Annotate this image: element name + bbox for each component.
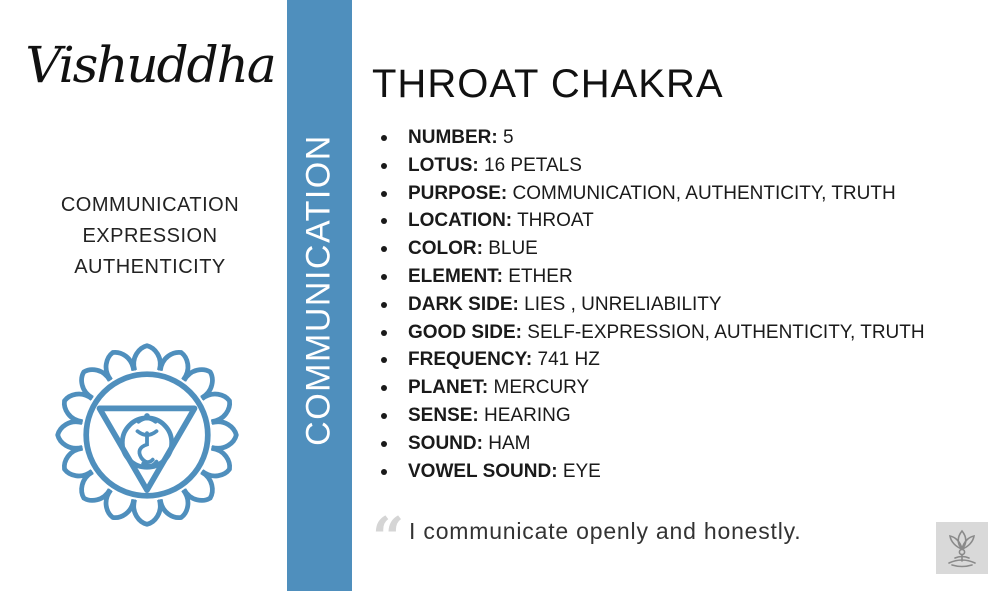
fact-value: COMMUNICATION, AUTHENTICITY, TRUTH [512, 182, 896, 204]
fact-value: HAM [488, 432, 531, 454]
fact-value: ETHER [508, 265, 573, 287]
meditation-lotus-logo-icon [936, 522, 988, 574]
list-item [408, 152, 946, 180]
fact-value: EYE [562, 460, 601, 482]
fact-value: 16 PETALS [484, 154, 582, 176]
fact-label: FREQUENCY: [408, 349, 533, 371]
list-item [408, 263, 946, 291]
fact-label: LOCATION: [408, 210, 513, 232]
lotus-petal [134, 500, 161, 525]
fact-label: PURPOSE: [408, 182, 508, 204]
list-item [408, 458, 946, 486]
fact-value: SELF-EXPRESSION, AUTHENTICITY, TRUTH [527, 321, 925, 343]
keyword: COMMUNICATION [60, 194, 240, 216]
fact-label: DARK SIDE: [408, 293, 519, 315]
sanskrit-title: Vishuddha [25, 36, 275, 94]
band-label: COMMUNICATION [299, 134, 338, 446]
list-item [408, 291, 946, 319]
fact-label: LOTUS: [408, 154, 479, 176]
fact-label: ELEMENT: [408, 265, 503, 287]
keywords-list [0, 190, 300, 283]
list-item [408, 207, 946, 235]
list-item [408, 235, 946, 263]
list-item [408, 319, 946, 347]
keyword: AUTHENTICITY [74, 256, 226, 278]
quote-text: I communicate openly and honestly. [409, 518, 802, 544]
side-band [287, 0, 352, 591]
fact-label: NUMBER: [408, 127, 498, 148]
fact-label: GOOD SIDE: [408, 321, 523, 343]
fact-label: PLANET: [408, 377, 489, 399]
keyword: EXPRESSION [82, 225, 218, 247]
fact-value: LIES , UNRELIABILITY [524, 293, 722, 315]
throat-chakra-lotus-icon [52, 340, 242, 530]
lotus-petal [58, 422, 83, 449]
affirmation-quote [372, 505, 802, 571]
facts-list [408, 124, 946, 485]
lotus-petal [212, 422, 237, 449]
fact-value: 5 [503, 127, 514, 148]
fact-value: BLUE [488, 238, 538, 260]
main-panel [372, 0, 972, 591]
fact-value: 741 HZ [537, 349, 600, 371]
fact-label: VOWEL SOUND: [408, 460, 558, 482]
quote-mark-icon: “ [372, 505, 406, 571]
list-item [408, 374, 946, 402]
list-item [408, 430, 946, 458]
lotus-petal [134, 346, 161, 371]
list-item [408, 124, 946, 152]
fact-label: SOUND: [408, 432, 483, 454]
fact-label: SENSE: [408, 404, 479, 426]
list-item [408, 180, 946, 208]
fact-label: COLOR: [408, 238, 483, 260]
fact-value: MERCURY [493, 377, 590, 399]
left-panel [0, 0, 288, 591]
fact-value: HEARING [484, 404, 571, 426]
fact-value: THROAT [517, 210, 594, 232]
list-item [408, 346, 946, 374]
page-title: THROAT CHAKRA [372, 62, 724, 106]
list-item [408, 402, 946, 430]
